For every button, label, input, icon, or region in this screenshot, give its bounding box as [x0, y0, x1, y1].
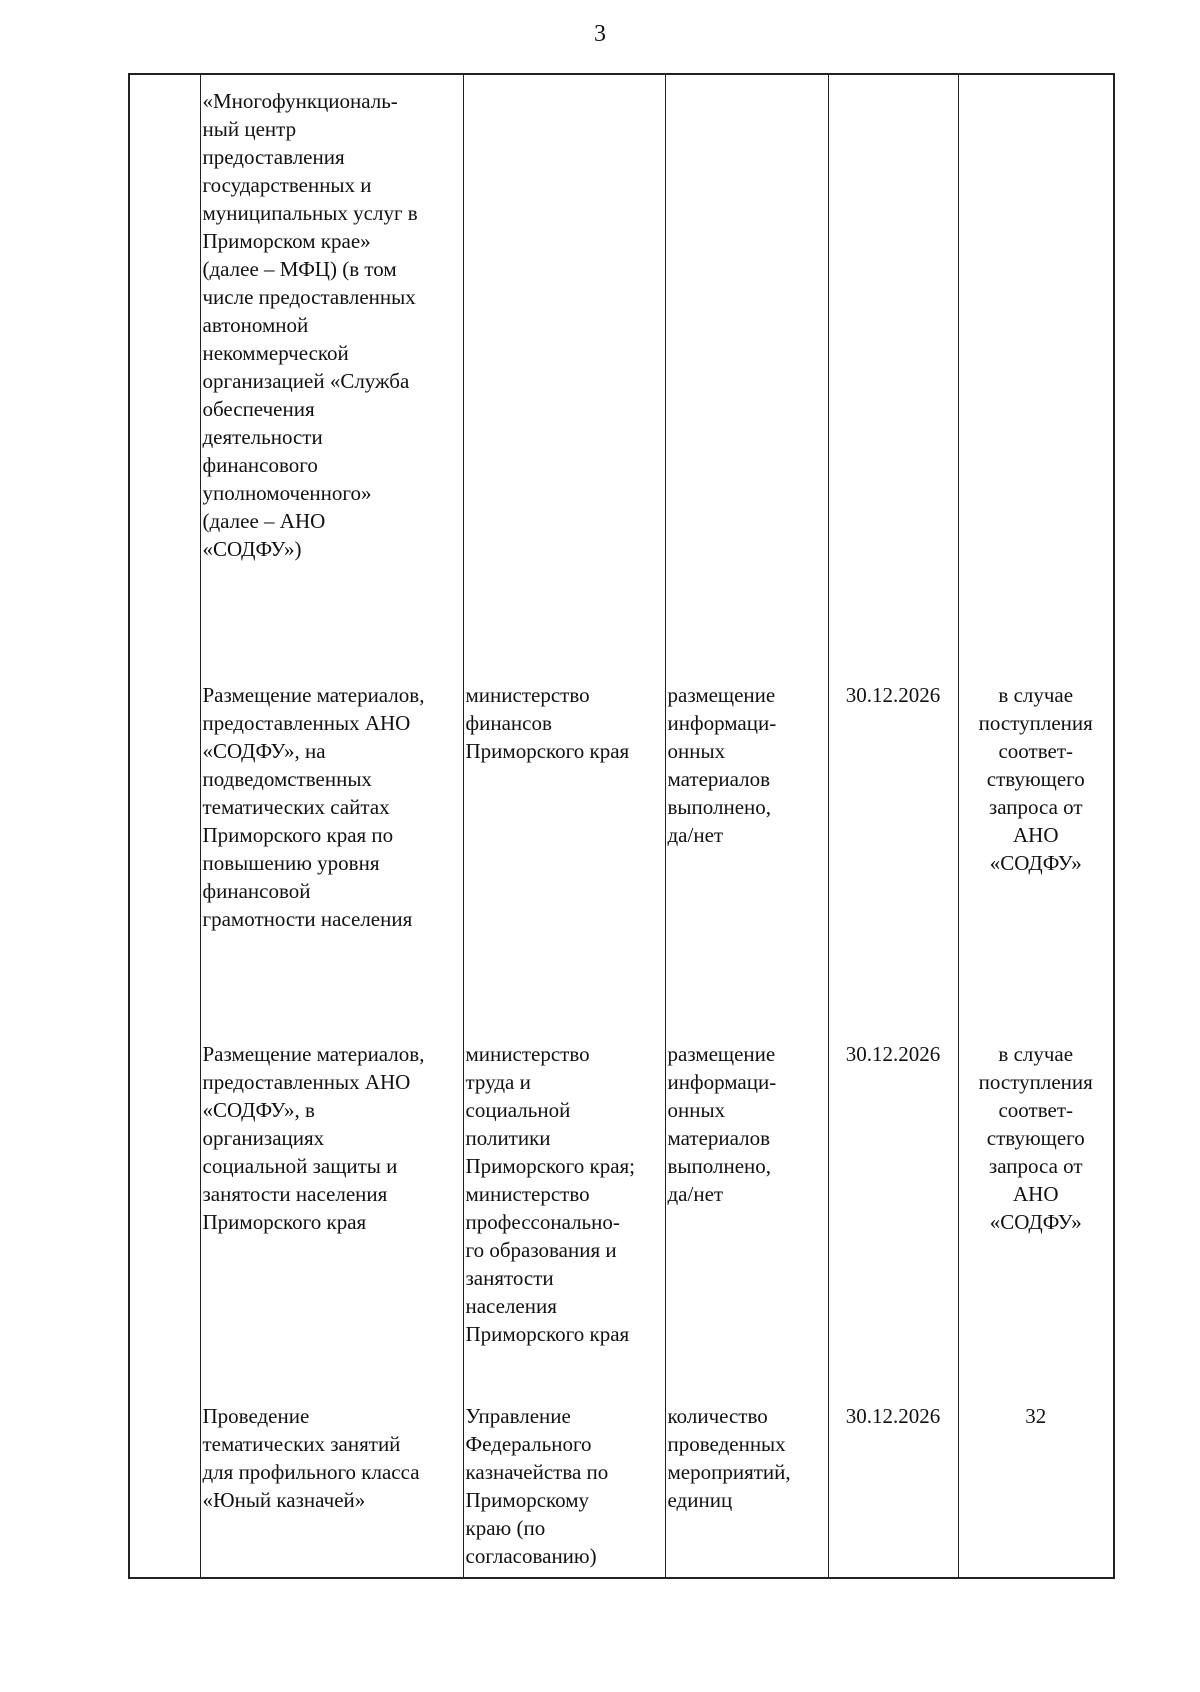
executor-cell — [463, 1040, 665, 1402]
executor-cell — [463, 1402, 665, 1578]
indicator-cell — [665, 1040, 828, 1402]
event-text: Размещение материалов, предоставленных АНО «СОДФУ», в организациях социальной защиты и занятости населения Приморского края — [202, 1042, 425, 1234]
indicator-cell — [665, 681, 828, 1040]
table-row — [129, 1402, 1114, 1578]
measures-table — [128, 73, 1115, 1579]
indicator-text: размещение информаци- онных материалов выполнено, да/нет — [667, 683, 777, 847]
event-text: Проведение тематических занятий для профильного класса «Юный казначей» — [202, 1404, 420, 1512]
table-row — [129, 74, 1114, 681]
event-text: «Многофункциональ- ный центр предоставления государственных и муниципальных услуг в Приморском крае» (далее – МФЦ) (в том числе предоставленных автономной некоммерческой организацией «Служба обеспечения деятельности финансового уполномоченного» (далее – АНО «СОДФУ») — [202, 89, 418, 561]
deadline-text: 30.12.2026 — [845, 1042, 941, 1066]
row-number-cell — [129, 1402, 200, 1578]
indicator-cell — [665, 74, 828, 681]
indicator-cell — [665, 1402, 828, 1578]
event-cell — [200, 74, 463, 681]
row-number-cell — [129, 681, 200, 1040]
event-text: Размещение материалов, предоставленных АНО «СОДФУ», на подведомственных тематических сайтах Приморского края по повышению уровня финансовой грамотности населения — [202, 683, 425, 931]
row-number-cell — [129, 74, 200, 681]
deadline-cell — [828, 1040, 958, 1402]
executor-text: министерство финансов Приморского края — [465, 683, 630, 763]
event-cell — [200, 1040, 463, 1402]
value-text: 32 — [1025, 1404, 1047, 1428]
executor-text: министерство труда и социальной политики Приморского края; министерство профессонально- го образования и занятости населения Приморского края — [465, 1042, 636, 1346]
table-row — [129, 681, 1114, 1040]
event-cell — [200, 681, 463, 1040]
executor-text: Управление Федерального казначейства по Приморскому краю (по согласованию) — [465, 1404, 609, 1568]
indicator-text: размещение информаци- онных материалов выполнено, да/нет — [667, 1042, 777, 1206]
value-text: в случае поступления соответ- ствующего запроса от АНО «СОДФУ» — [978, 683, 1093, 875]
indicator-text: количество проведенных мероприятий, единиц — [667, 1404, 791, 1512]
table-row — [129, 1040, 1114, 1402]
executor-cell — [463, 681, 665, 1040]
deadline-text: 30.12.2026 — [845, 1404, 941, 1428]
value-cell — [958, 74, 1114, 681]
deadline-text: 30.12.2026 — [845, 683, 941, 707]
deadline-cell — [828, 74, 958, 681]
value-text: в случае поступления соответ- ствующего запроса от АНО «СОДФУ» — [978, 1042, 1093, 1234]
value-cell — [958, 681, 1114, 1040]
row-number-cell — [129, 1040, 200, 1402]
executor-cell — [463, 74, 665, 681]
deadline-cell — [828, 681, 958, 1040]
value-cell — [958, 1040, 1114, 1402]
deadline-cell — [828, 1402, 958, 1578]
value-cell — [958, 1402, 1114, 1578]
page-number: 3 — [594, 21, 606, 47]
event-cell — [200, 1402, 463, 1578]
